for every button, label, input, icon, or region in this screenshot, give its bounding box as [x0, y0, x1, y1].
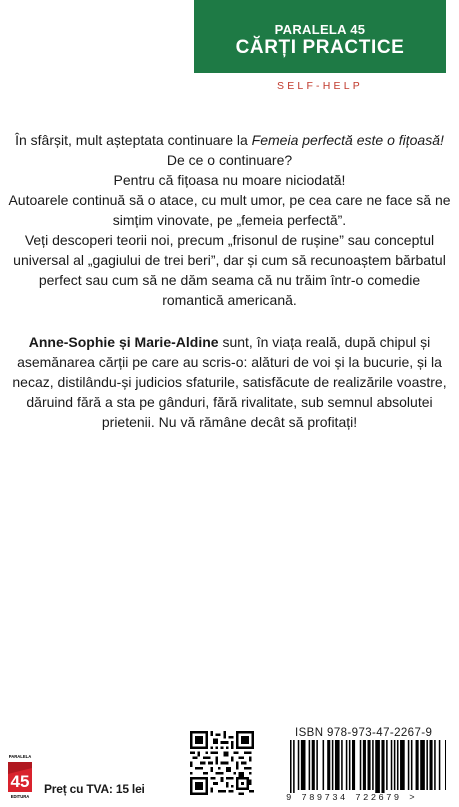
barcode-bar [391, 740, 393, 790]
barcode-bar [346, 740, 348, 790]
blurb-paragraph-4: Veți descoperi teorii noi, precum „frisonul de rușine” sau conceptul universal al „gagiului de trei beri”, dar și cum să recunoaștem bărbatul perfect sau cum să ne dăm seama că nu trăim într-o comedie romantică americană. [13, 232, 446, 308]
series-banner [194, 0, 446, 73]
publisher-name: PARALELA 45 [274, 22, 366, 37]
barcode-bar [386, 740, 388, 790]
authors-bio-text: sunt, în viața reală, după chipul și asemănarea cărții pe care au scris-o: alături de voi și la bucurie, și la necaz, distilându-și judicios sfaturile, satisfăcute de realizările voastre, dăruind fără a sta pe gânduri, fără rivalitate, sub semnul absolutei prietenii. Nu vă rămâne decât să profitați! [12, 334, 447, 430]
barcode-bar [430, 740, 433, 790]
barcode-bar [375, 740, 380, 796]
barcode-bar [439, 740, 441, 790]
barcode-bar [426, 740, 428, 790]
qr-code [190, 731, 254, 795]
barcode-bar [309, 740, 311, 790]
barcode-bar [408, 740, 410, 790]
barcode-bar [416, 740, 419, 790]
blurb-paragraph-1: În sfârșit, mult așteptata continuare la Femeia perfectă este o fițoasă! De ce o continuare? [15, 132, 444, 168]
barcode-bar [363, 740, 366, 790]
blurb-paragraph-2: Pentru că fițoasa nu moare niciodată! [113, 172, 346, 188]
logo-number: 45 [10, 772, 30, 791]
blurb-paragraph-3: Autoarele continuă să o atace, cu mult umor, pe cea care ne face să ne simțim vinovate, pe „femeia perfectă”. [8, 192, 451, 228]
barcode-bar [327, 740, 330, 790]
barcode-bar [301, 740, 306, 790]
author-names: Anne-Sophie și Marie-Aldine [28, 334, 219, 350]
barcode-bar [298, 740, 300, 790]
isbn-label: ISBN 978-973-47-2267-9 [295, 727, 433, 739]
barcode-bar [360, 740, 362, 790]
barcode-bar [335, 740, 340, 790]
barcode-bar [411, 740, 413, 790]
barcode-bar [368, 740, 371, 790]
publisher-logo [6, 752, 34, 800]
blurb-text [8, 130, 451, 310]
barcode-bar [332, 740, 334, 790]
collection-name: CĂRȚI PRACTICE [235, 37, 405, 58]
barcode-bar [352, 740, 355, 790]
subseries-label: SELF-HELP [277, 80, 363, 92]
isbn-barcode-digits: 9 789734 722679 > [286, 793, 456, 803]
barcode-bar [293, 740, 295, 796]
barcode-bar [341, 740, 343, 790]
barcode-bar [372, 740, 374, 790]
barcode-bar [394, 740, 396, 790]
logo-bottom-text: EDITURA [10, 794, 30, 799]
barcode-bar [323, 740, 325, 790]
barcode-bar [312, 740, 315, 790]
barcode-bar [290, 740, 292, 796]
barcode-bar [349, 740, 351, 790]
barcode-bar [316, 740, 318, 790]
barcode [286, 740, 446, 796]
price-label: Preț cu TVA: 15 lei [44, 782, 145, 796]
barcode-bar [445, 740, 446, 790]
book-title-reference: Femeia perfectă este o fițoasă! [251, 132, 444, 148]
logo-top-text: PARALELA [8, 754, 32, 759]
barcode-bar [397, 740, 399, 790]
barcode-bar [400, 740, 405, 790]
barcode-bar [420, 740, 425, 790]
barcode-bar [434, 740, 436, 790]
authors-bio [8, 332, 451, 432]
barcode-bar [381, 740, 384, 796]
